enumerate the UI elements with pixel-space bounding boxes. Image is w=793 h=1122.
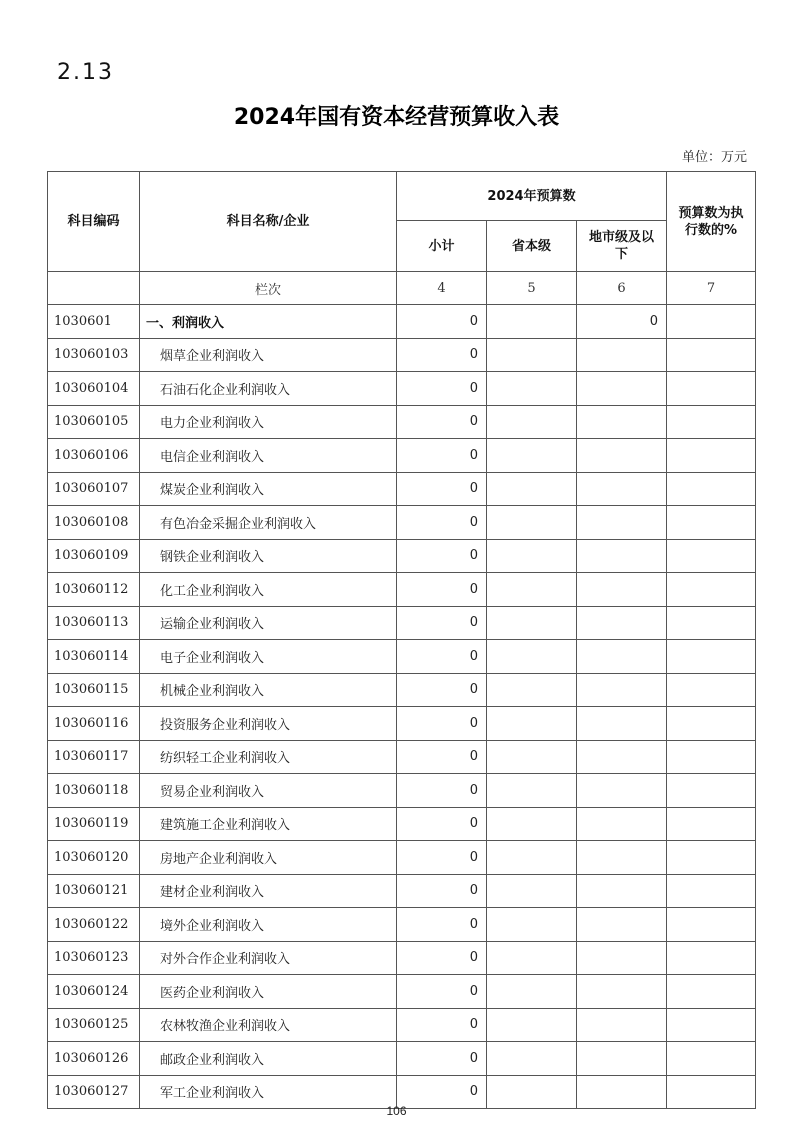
row-code: 103060104 <box>48 372 140 406</box>
row-code: 103060109 <box>48 539 140 573</box>
row-subtotal: 0 <box>397 673 487 707</box>
row-code: 103060108 <box>48 506 140 540</box>
row-ratio <box>667 640 756 674</box>
row-provincial <box>487 539 577 573</box>
row-name: 医药企业利润收入 <box>140 975 397 1009</box>
row-subtotal: 0 <box>397 573 487 607</box>
row-municipal <box>577 707 667 741</box>
row-ratio <box>667 539 756 573</box>
row-name: 石油石化企业利润收入 <box>140 372 397 406</box>
row-subtotal: 0 <box>397 740 487 774</box>
table-row <box>48 606 756 640</box>
row-provincial <box>487 841 577 875</box>
table-row <box>48 439 756 473</box>
row-ratio <box>667 975 756 1009</box>
row-name: 有色冶金采掘企业利润收入 <box>140 506 397 540</box>
row-subtotal: 0 <box>397 841 487 875</box>
row-name: 烟草企业利润收入 <box>140 338 397 372</box>
row-provincial <box>487 606 577 640</box>
row-provincial <box>487 338 577 372</box>
row-provincial <box>487 573 577 607</box>
row-code: 103060115 <box>48 673 140 707</box>
row-code: 103060117 <box>48 740 140 774</box>
row-subtotal: 0 <box>397 372 487 406</box>
row-name: 建材企业利润收入 <box>140 874 397 908</box>
row-name: 军工企业利润收入 <box>140 1075 397 1109</box>
row-name: 纺织轻工企业利润收入 <box>140 740 397 774</box>
row-subtotal: 0 <box>397 774 487 808</box>
row-subtotal: 0 <box>397 707 487 741</box>
page-number: 106 <box>386 1104 407 1118</box>
unit-label: 单位：万元 <box>681 150 747 165</box>
row-name: 运输企业利润收入 <box>140 606 397 640</box>
row-code: 103060107 <box>48 472 140 506</box>
header-ratio: 预算数为执行数的% <box>667 172 756 272</box>
row-provincial <box>487 740 577 774</box>
row-name: 投资服务企业利润收入 <box>140 707 397 741</box>
row-provincial <box>487 774 577 808</box>
row-code: 103060105 <box>48 405 140 439</box>
column-index-row <box>48 272 756 305</box>
row-code: 103060113 <box>48 606 140 640</box>
row-ratio <box>667 707 756 741</box>
row-ratio <box>667 774 756 808</box>
row-name: 电子企业利润收入 <box>140 640 397 674</box>
table-row <box>48 1008 756 1042</box>
row-municipal <box>577 1042 667 1076</box>
row-provincial <box>487 472 577 506</box>
row-subtotal: 0 <box>397 472 487 506</box>
row-subtotal: 0 <box>397 606 487 640</box>
row-municipal <box>577 975 667 1009</box>
row-subtotal: 0 <box>397 975 487 1009</box>
row-subtotal: 0 <box>397 640 487 674</box>
row-ratio <box>667 573 756 607</box>
row-ratio <box>667 1008 756 1042</box>
table-row <box>48 405 756 439</box>
row-municipal <box>577 740 667 774</box>
row-ratio <box>667 338 756 372</box>
row-municipal <box>577 774 667 808</box>
row-municipal <box>577 874 667 908</box>
row-code: 103060116 <box>48 707 140 741</box>
table-row <box>48 774 756 808</box>
row-subtotal: 0 <box>397 874 487 908</box>
column-index-4: 4 <box>397 272 487 305</box>
table-row <box>48 908 756 942</box>
row-subtotal: 0 <box>397 1042 487 1076</box>
row-code: 103060126 <box>48 1042 140 1076</box>
row-ratio <box>667 673 756 707</box>
column-index-7: 7 <box>667 272 756 305</box>
row-code: 103060118 <box>48 774 140 808</box>
row-code: 103060123 <box>48 941 140 975</box>
row-municipal <box>577 539 667 573</box>
row-provincial <box>487 439 577 473</box>
row-municipal <box>577 372 667 406</box>
row-provincial <box>487 941 577 975</box>
row-ratio <box>667 506 756 540</box>
row-ratio <box>667 372 756 406</box>
row-subtotal: 0 <box>397 807 487 841</box>
row-municipal <box>577 573 667 607</box>
row-subtotal: 0 <box>397 539 487 573</box>
row-code: 103060121 <box>48 874 140 908</box>
row-name: 农林牧渔企业利润收入 <box>140 1008 397 1042</box>
row-municipal <box>577 807 667 841</box>
row-code: 103060122 <box>48 908 140 942</box>
row-municipal <box>577 640 667 674</box>
row-subtotal: 0 <box>397 506 487 540</box>
row-provincial <box>487 874 577 908</box>
table-row <box>48 472 756 506</box>
table-row <box>48 874 756 908</box>
row-municipal: 0 <box>577 305 667 339</box>
row-provincial <box>487 372 577 406</box>
row-municipal <box>577 338 667 372</box>
row-provincial <box>487 1042 577 1076</box>
table-row <box>48 841 756 875</box>
row-subtotal: 0 <box>397 305 487 339</box>
column-index-label: 栏次 <box>140 272 397 305</box>
row-ratio <box>667 807 756 841</box>
row-name: 建筑施工企业利润收入 <box>140 807 397 841</box>
header-name: 科目名称/企业 <box>140 172 397 272</box>
row-provincial <box>487 305 577 339</box>
row-code: 1030601 <box>48 305 140 339</box>
row-provincial <box>487 506 577 540</box>
row-ratio <box>667 1042 756 1076</box>
row-code: 103060120 <box>48 841 140 875</box>
row-ratio <box>667 841 756 875</box>
row-provincial <box>487 807 577 841</box>
row-municipal <box>577 472 667 506</box>
row-subtotal: 0 <box>397 1008 487 1042</box>
row-name: 钢铁企业利润收入 <box>140 539 397 573</box>
table-row <box>48 941 756 975</box>
table-row <box>48 305 756 339</box>
row-municipal <box>577 405 667 439</box>
row-municipal <box>577 506 667 540</box>
row-municipal <box>577 841 667 875</box>
table-row <box>48 573 756 607</box>
column-index-5: 5 <box>487 272 577 305</box>
row-code: 103060125 <box>48 1008 140 1042</box>
row-name: 境外企业利润收入 <box>140 908 397 942</box>
table-row <box>48 975 756 1009</box>
row-subtotal: 0 <box>397 439 487 473</box>
row-code: 103060114 <box>48 640 140 674</box>
row-code: 103060127 <box>48 1075 140 1109</box>
row-code: 103060106 <box>48 439 140 473</box>
table-row <box>48 338 756 372</box>
row-municipal <box>577 1008 667 1042</box>
header-budget-group: 2024年预算数 <box>397 172 667 221</box>
header-provincial: 省本级 <box>487 221 577 272</box>
row-municipal <box>577 439 667 473</box>
row-ratio <box>667 908 756 942</box>
row-subtotal: 0 <box>397 405 487 439</box>
row-provincial <box>487 908 577 942</box>
row-name: 对外合作企业利润收入 <box>140 941 397 975</box>
row-municipal <box>577 606 667 640</box>
table-row <box>48 1042 756 1076</box>
row-name: 贸易企业利润收入 <box>140 774 397 808</box>
column-index-6: 6 <box>577 272 667 305</box>
table-row <box>48 372 756 406</box>
row-ratio <box>667 606 756 640</box>
row-subtotal: 0 <box>397 941 487 975</box>
row-code: 103060112 <box>48 573 140 607</box>
row-ratio <box>667 472 756 506</box>
row-ratio <box>667 941 756 975</box>
row-name: 一、利润收入 <box>140 305 397 339</box>
row-provincial <box>487 673 577 707</box>
table-row <box>48 506 756 540</box>
row-ratio <box>667 305 756 339</box>
row-provincial <box>487 405 577 439</box>
row-ratio <box>667 874 756 908</box>
row-ratio <box>667 439 756 473</box>
column-index-empty <box>48 272 140 305</box>
header-subtotal: 小计 <box>397 221 487 272</box>
table-row <box>48 740 756 774</box>
header-code: 科目编码 <box>48 172 140 272</box>
row-municipal <box>577 941 667 975</box>
row-name: 邮政企业利润收入 <box>140 1042 397 1076</box>
header-row-1 <box>48 172 756 221</box>
table-row <box>48 707 756 741</box>
row-name: 房地产企业利润收入 <box>140 841 397 875</box>
section-number: 2.13 <box>57 60 114 85</box>
row-provincial <box>487 707 577 741</box>
row-ratio <box>667 405 756 439</box>
row-subtotal: 0 <box>397 1075 487 1109</box>
table-row <box>48 539 756 573</box>
row-name: 煤炭企业利润收入 <box>140 472 397 506</box>
row-name: 机械企业利润收入 <box>140 673 397 707</box>
budget-table <box>47 171 756 1109</box>
table-row <box>48 807 756 841</box>
row-code: 103060119 <box>48 807 140 841</box>
row-name: 电力企业利润收入 <box>140 405 397 439</box>
row-provincial <box>487 640 577 674</box>
row-subtotal: 0 <box>397 908 487 942</box>
row-subtotal: 0 <box>397 338 487 372</box>
table-row <box>48 640 756 674</box>
row-provincial <box>487 1008 577 1042</box>
table-row <box>48 673 756 707</box>
header-municipal: 地市级及以下 <box>577 221 667 272</box>
row-code: 103060124 <box>48 975 140 1009</box>
row-name: 化工企业利润收入 <box>140 573 397 607</box>
page-title: 2024年国有资本经营预算收入表 <box>233 105 560 130</box>
row-provincial <box>487 975 577 1009</box>
row-code: 103060103 <box>48 338 140 372</box>
row-municipal <box>577 908 667 942</box>
row-ratio <box>667 740 756 774</box>
row-municipal <box>577 673 667 707</box>
row-name: 电信企业利润收入 <box>140 439 397 473</box>
